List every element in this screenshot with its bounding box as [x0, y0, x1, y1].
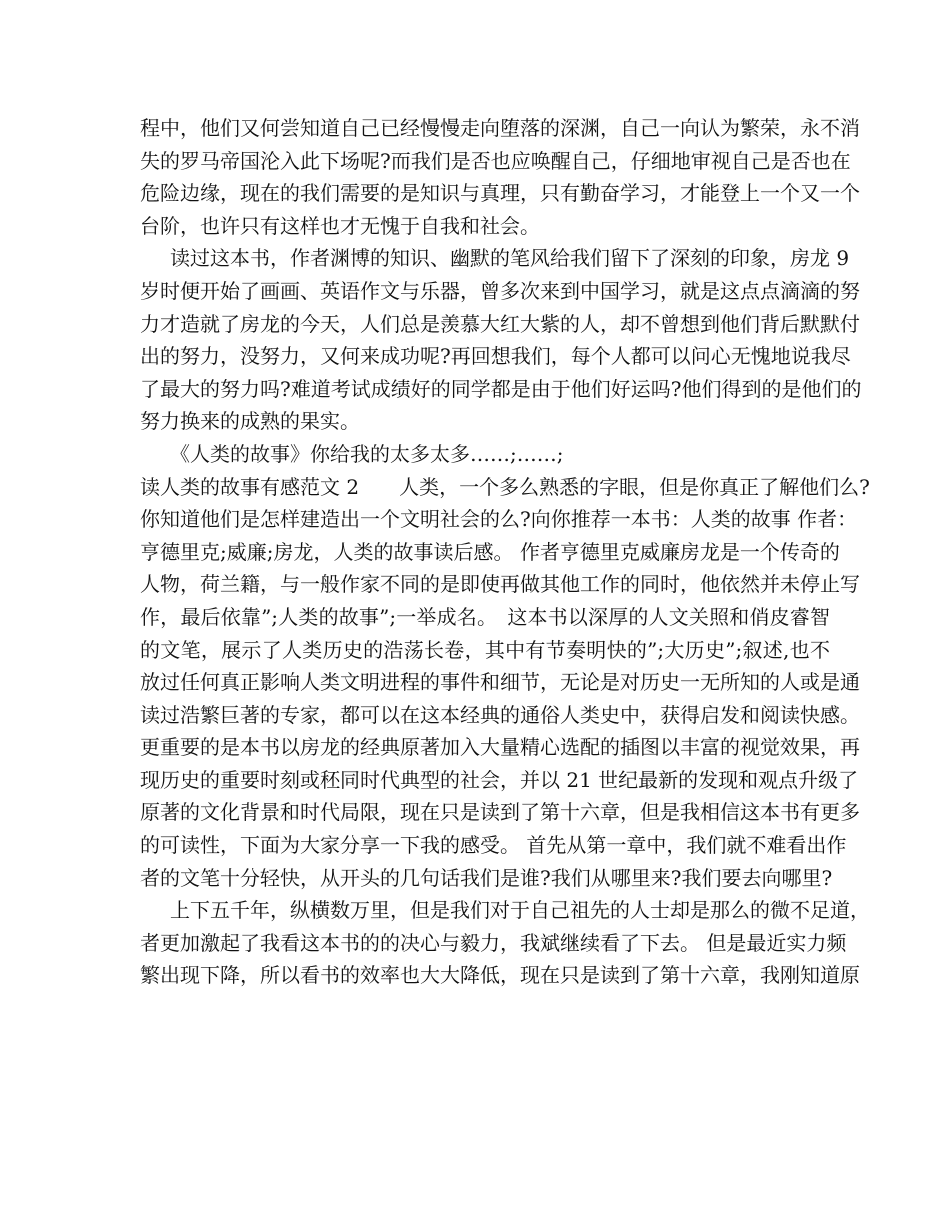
paragraph-start-line: 读过这本书，作者渊博的知识、幽默的笔风给我们留下了深刻的印象，房龙 9	[170, 246, 850, 271]
paragraph-start-line: 上下五千年，纵横数万里，但是我们对于自己祖先的人士却是那么的微不足道，	[170, 898, 870, 923]
text-line: 现历史的重要时刻或秠同时代典型的社会，并以 21 世纪最新的发现和观点升级了	[140, 767, 859, 792]
text-line: 繁出现下降，所以看书的效率也大大降低，现在只是读到了第十六章，我刚知道原	[140, 963, 860, 988]
text-line: 失的罗马帝国沦入此下场呢?而我们是否也应唤醒自己，仔细地审视自己是否也在	[140, 148, 851, 173]
paragraph-start-line: 《人类的故事》你给我的太多太多……;……;	[170, 441, 564, 466]
text-line: 者更加激起了我看这本书的的决心与毅力，我斌继续看了下去。 但是最近实力频	[140, 930, 847, 955]
text-line: 努力换来的成熟的果实。	[140, 409, 360, 434]
text-line: 了最大的努力吗?难道考试成绩好的同学都是由于他们好运吗?他们得到的是他们的	[140, 376, 862, 401]
text-line: 危险边缘，现在的我们需要的是知识与真理，只有勤奋学习，才能登上一个又一个	[140, 181, 860, 206]
text-line: 的可读性，下面为大家分享一下我的感受。 首先从第一章中，我们就不难看出作	[140, 833, 847, 858]
body-text	[140, 112, 870, 992]
text-line: 程中，他们又何尝知道自己已经慢慢走向堕落的深渊，自己一向认为繁荣，永不消	[140, 116, 860, 140]
text-line: 作，最后依靠”;人类的故事”;一举成名。 这本书以深厚的人文关照和俏皮睿智	[140, 604, 830, 629]
text-line: 的文笔，展示了人类历史的浩荡长卷，其中有节奏明快的”;大历史”;叙述,也不	[140, 637, 830, 662]
text-line: 岁时便开始了画画、英语作文与乐器，曾多次来到中国学习，就是这点点滴滴的努	[140, 278, 860, 303]
text-line: 你知道他们是怎样建造出一个文明社会的么?向你推荐一本书：人类的故事 作者：	[140, 507, 858, 532]
text-line: 力才造就了房龙的今天，人们总是羡慕大红大紫的人，却不曾想到他们背后默默付	[140, 311, 860, 336]
text-line: 亨德里克;威廉;房龙，人类的故事读后感。 作者亨德里克威廉房龙是一个传奇的	[140, 539, 840, 564]
text-line: 人物，荷兰籍，与一般作家不同的是即使再做其他工作的同时，他依然并未停止写	[140, 572, 860, 597]
text-line: 出的努力，没努力，又何来成功呢?再回想我们，每个人都可以问心无愧地说我尽	[140, 344, 851, 369]
text-line: 读过浩繁巨著的专家，都可以在这本经典的通俗人类史中，获得启发和阅读快感。	[140, 702, 860, 727]
text-line: 原著的文化背景和时代局限，现在只是读到了第十六章，但是我相信这本书有更多	[140, 800, 860, 825]
text-line: 更重要的是本书以房龙的经典原著加入大量精心选配的插图以丰富的视觉效果，再	[140, 735, 860, 760]
text-line: 读人类的故事有感范文 2 人类，一个多么熟悉的字眼，但是你真正了解他们么?	[140, 474, 870, 499]
text-line: 台阶，也许只有这样也才无愧于自我和社会。	[140, 213, 540, 238]
text-line: 者的文笔十分轻快，从开头的几句话我们是谁?我们从哪里来?我们要去向哪里?	[140, 865, 833, 890]
text-line: 放过任何真正影响人类文明进程的事件和细节，无论是对历史一无所知的人或是通	[140, 670, 860, 695]
